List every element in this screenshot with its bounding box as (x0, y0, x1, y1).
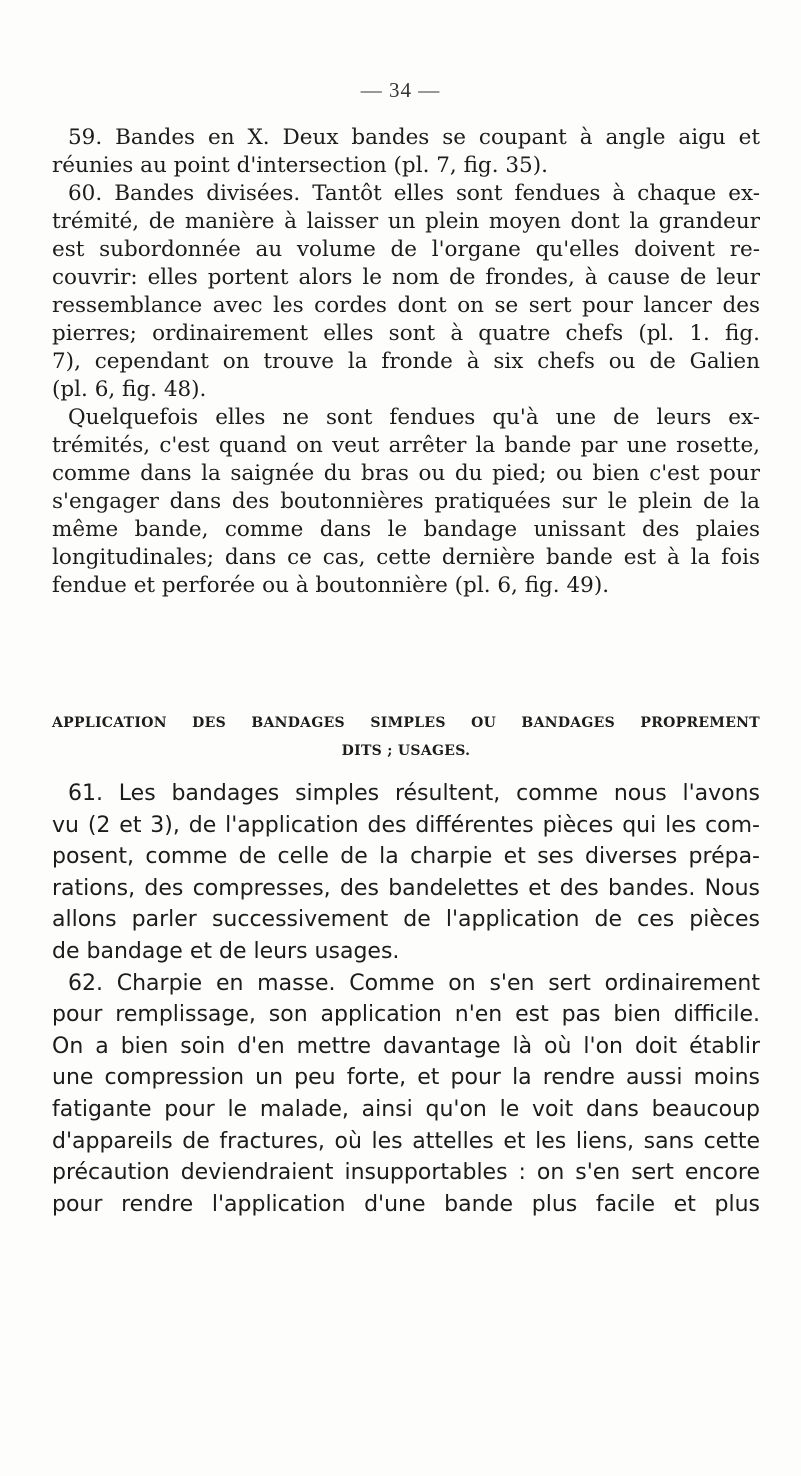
para60-line-3: est subordonnée au volume de l'organe qu'elles doivent re- (52, 237, 760, 262)
para62-line-3: On a bien soin d'en mettre davantage là où l'on doit établir (52, 1033, 760, 1059)
section-heading-line-2: DITS ; USAGES. (341, 743, 471, 759)
section-heading-line-1: APPLICATION DES BANDAGES SIMPLES OU BANDAGES PROPREMENT (52, 715, 760, 731)
para62-line-4: une compression un peu forte, et pour la rendre aussi moins (52, 1065, 760, 1091)
para60b-line-5: même bande, comme dans le bandage unissant des plaies (52, 517, 760, 542)
para62-line-1: 62. Charpie en masse. Comme on s'en sert ordinairement (68, 970, 760, 996)
para62-line-6: d'appareils de fractures, où les attelles et les liens, sans cette (52, 1128, 760, 1154)
para60b-line-2: trémités, c'est quand on veut arrêter la bande par une rosette, (52, 433, 760, 458)
para60b-line-4: s'engager dans des boutonnières pratiquées sur le plein de la (52, 489, 760, 514)
para61-line-3: posent, comme de celle de la charpie et ses diverses prépa- (52, 844, 760, 870)
para62-line-2: pour remplissage, son application n'en est pas bien difficile. (52, 1002, 760, 1028)
para61-line-1: 61. Les bandages simples résultent, comme nous l'avons (68, 781, 760, 806)
text-block-lower (52, 778, 760, 1220)
para61-line-5: allons parler successivement de l'application de ces pièces (52, 907, 760, 933)
para60b-line-7: fendue et perforée ou à boutonnière (pl. 6, fig. 49). (52, 573, 610, 598)
para62-line-8: pour rendre l'application d'une bande plus facile et plus (52, 1191, 760, 1217)
para60-line-8: (pl. 6, fig. 48). (52, 377, 207, 402)
para60-line-4: couvrir: elles portent alors le nom de frondes, à cause de leur (52, 265, 760, 290)
para60-line-1: 60. Bandes divisées. Tantôt elles sont fendues à chaque ex- (68, 181, 760, 206)
para60-line-5: ressemblance avec les cordes dont on se sert pour lancer des (52, 293, 760, 318)
para60-line-7: 7), cependant on trouve la fronde à six chefs ou de Galien (52, 349, 760, 374)
section-heading (52, 709, 760, 765)
para61-line-6: de bandage et de leurs usages. (52, 938, 400, 964)
para60b-line-6: longitudinales; dans ce cas, cette dernière bande est à la fois (52, 545, 760, 570)
para59-line-1: 59. Bandes en X. Deux bandes se coupant à angle aigu et (68, 125, 760, 150)
para62-line-7: précaution deviendraient insupportables : on s'en sert encore (52, 1160, 760, 1186)
running-head-page-number: — 34 — (360, 78, 441, 102)
para62-line-5: fatigante pour le malade, ainsi qu'on le voit dans beaucoup (52, 1096, 760, 1122)
para61-line-2: vu (2 et 3), de l'application des différentes pièces qui les com- (52, 812, 760, 838)
para60b-line-3: comme dans la saignée du bras ou du pied; ou bien c'est pour (52, 461, 760, 486)
para60b-line-1: Quelquefois elles ne sont fendues qu'à une de leurs ex- (68, 405, 760, 430)
para60-line-2: trémité, de manière à laisser un plein moyen dont la grandeur (52, 209, 760, 234)
para60-line-6: pierres; ordinairement elles sont à quatre chefs (pl. 1. fig. (52, 321, 760, 346)
para59-line-2: réunies au point d'intersection (pl. 7, fig. 35). (52, 153, 548, 178)
text-block-upper (52, 124, 760, 600)
para61-line-4: rations, des compresses, des bandelettes et des bandes. Nous (52, 875, 760, 901)
